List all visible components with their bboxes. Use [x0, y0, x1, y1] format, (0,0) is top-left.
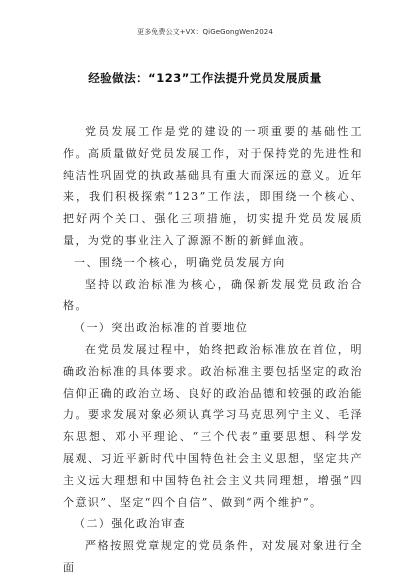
subsection-heading-1: （一）突出政治标准的首要地位: [74, 321, 249, 335]
intro-paragraph: 党员发展工作是党的建设的一项重要的基础性工作。高质量做好党员发展工作，对于保持党的先进性和纯洁性巩固党的执政基础具有重大而深远的意义。近年来，我们积极探索“123”工作法，即围绕一个核心、把好两个关口、强化三项措施，切实提升党员发展质量，为党的事业注入了源源不断的新鲜血液。: [63, 125, 363, 247]
section-1-lead: 坚持以政治标准为核心，确保新发展党员政治合格。: [63, 277, 363, 313]
subsection-2-paragraph: 严格按照党章规定的党员条件，对发展对象进行全面: [63, 539, 363, 574]
document-title: 经验做法：“123”工作法提升党员发展质量: [88, 71, 322, 85]
section-heading-1: 一、围绕一个核心，明确党员发展方向: [74, 255, 286, 269]
document-body: [63, 121, 363, 579]
subsection-heading-2: （二）强化政治审查: [74, 517, 187, 531]
header-note: 更多免费公文+VX：QiGeGongWen2024: [137, 28, 273, 36]
subsection-1-paragraph: 在党员发展过程中，始终把政治标准放在首位，明确政治标准的具体要求。政治标准主要包括坚定的政治信仰正确的政治立场、良好的政治品德和较强的政治能力。要求发展对象必须认真学习马克思列宁主义、毛泽东思想、邓小平理论、“三个代表”重要思想、科学发展观、习近平新时代中国特色社会主义思想，坚定共产主义远大理想和中国特色社会主义共同理想，增强“四个意识”、坚定“四个自信”、做到“两个维护”。: [63, 342, 363, 509]
